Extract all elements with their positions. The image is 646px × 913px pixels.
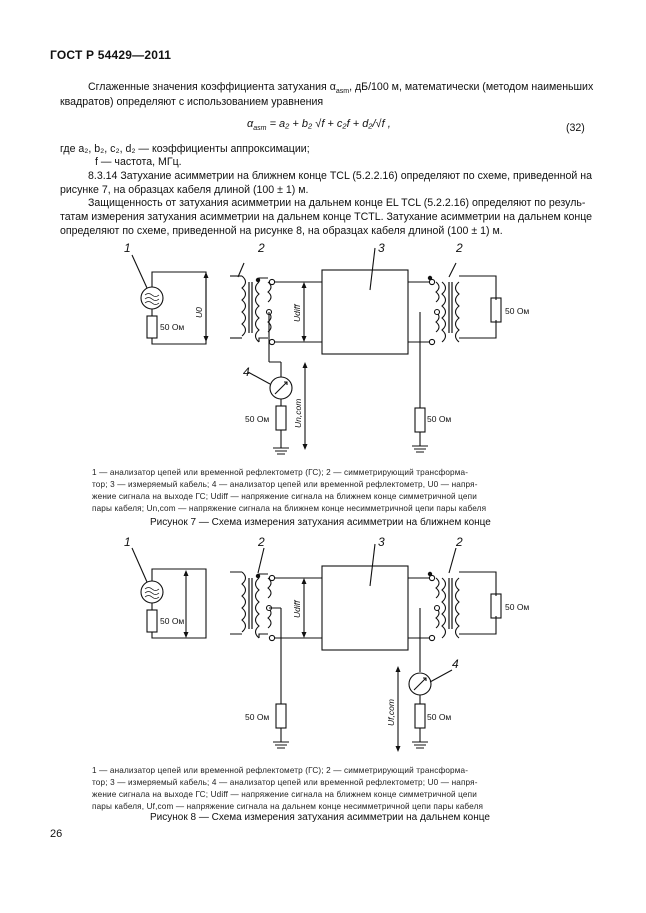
fig7-label-3: 3 — [378, 241, 385, 255]
resistor-bottom-center-2 — [276, 704, 286, 728]
resistor-right-2 — [491, 594, 501, 618]
fig8-label-4: 4 — [452, 657, 459, 671]
fig7-r-right: 50 Ом — [505, 306, 530, 316]
cable-box-2 — [322, 566, 408, 650]
fig7-label-1: 1 — [124, 241, 131, 255]
resistor-bottom-right-2 — [415, 704, 425, 728]
fig8-r-bottom-right: 50 Ом — [427, 712, 452, 722]
fig8-label-2b: 2 — [456, 535, 463, 549]
fig8-legend-2: тор; 3 — измеряемый кабель; 4 — анализатор цепей или временной рефлектометр; U0 — напря- — [92, 778, 478, 787]
fig7-r-left: 50 Ом — [160, 322, 185, 332]
paragraph-3-line-1: Защищенность от затухания асимметрии на дальнем конце EL TCL (5.2.2.16) определяют по резуль- — [88, 197, 586, 209]
fig7-legend-4: пары кабеля; Un,com — напряжение сигнала на ближнем конце несимметричной цепи пары кабеля — [92, 504, 487, 513]
page-number: 26 — [50, 828, 63, 840]
p1-text-a: Сглаженные значения коэффициента затухания α — [88, 81, 336, 93]
equation-number: (32) — [566, 122, 585, 134]
generator-icon-2 — [141, 581, 163, 603]
equation-alpha: α — [247, 118, 254, 130]
fig8-udiff: Udiff — [292, 600, 302, 618]
fig7-udiff: Udiff — [292, 304, 302, 322]
where-line-1: где a₂, b₂, c₂, d₂ — коэффициенты аппроксимации; — [60, 143, 310, 155]
fig7-ucom: Un,com — [293, 398, 303, 428]
fig7-legend-3: жение сигнала на выходе ГС; Udiff — напряжение сигнала на ближнем конце симметричной цепи — [92, 492, 477, 501]
fig8-label-1: 1 — [124, 535, 131, 549]
fig7-legend-1: 1 — анализатор цепей или временной рефлектометр (ГС); 2 — симметрирующий трансформа- — [92, 468, 469, 477]
paragraph-1-line-2: квадратов) определяют с использованием уравнения — [60, 96, 324, 108]
fig7-caption: Рисунок 7 — Схема измерения затухания асимметрии на ближнем конце — [150, 517, 491, 528]
fig7-label-2b: 2 — [456, 241, 463, 255]
fig7-label-2a: 2 — [258, 241, 265, 255]
fig8-label-3: 3 — [378, 535, 385, 549]
equation-rhs: = a₂ + b₂ √f + c₂f + d₂/√f , — [269, 118, 391, 130]
p1-sub: asm — [335, 88, 350, 96]
fig8-legend-1: 1 — анализатор цепей или временной рефлектометр (ГС); 2 — симметрирующий трансформа- — [92, 766, 469, 775]
fig8-ucom: Uf,com — [386, 699, 396, 726]
paragraph-3-line-3: определяют по схеме, приведенной на рисунке 8, на образцах кабеля длиной (100 ± 1) м. — [60, 225, 503, 237]
paragraph-3-line-2: татам измерения затухания асимметрии на дальнем конце TCTL. Затухание асимметрии на дальнем конце — [60, 211, 593, 223]
fig8-legend-3: жение сигнала на выходе ГС; Udiff — напряжение сигнала на ближнем конце симметричной цепи — [92, 790, 477, 799]
equation-sub: asm — [253, 125, 267, 133]
fig7-legend-2: тор; 3 — измеряемый кабель; 4 — анализатор цепей или временной рефлектометр, U0 — напря- — [92, 480, 478, 489]
document-header: ГОСТ Р 54429—2011 — [50, 48, 172, 62]
fig8-r-center: 50 Ом — [245, 712, 270, 722]
fig8-label-2a: 2 — [258, 535, 265, 549]
p1-text-b: , дБ/100 м, математически (методом наименьших — [349, 81, 594, 93]
where-line-2: f — частота, МГц. — [95, 156, 182, 168]
fig7-label-4: 4 — [243, 365, 250, 379]
paragraph-2-line-2: рисунке 7, на образцах кабеля длиной (100 ± 1) м. — [60, 184, 309, 196]
fig7-r-bottom-right: 50 Ом — [427, 414, 452, 424]
fig8-caption: Рисунок 8 — Схема измерения затухания асимметрии на дальнем конце — [150, 812, 490, 823]
fig7-r-center: 50 Ом — [245, 414, 270, 424]
resistor-left-2 — [147, 610, 157, 632]
paragraph-2-line-1: 8.3.14 Затухание асимметрии на ближнем конце TCL (5.2.2.16) определяют по схеме, приведенной на — [88, 170, 592, 182]
fig8-legend-4: пары кабеля, Uf,com — напряжение сигнала на дальнем конце несимметричной цепи пары кабеля — [92, 802, 484, 811]
fig7-u0: U0 — [194, 307, 204, 318]
fig8-r-right: 50 Ом — [505, 602, 530, 612]
fig8-r-left: 50 Ом — [160, 616, 185, 626]
